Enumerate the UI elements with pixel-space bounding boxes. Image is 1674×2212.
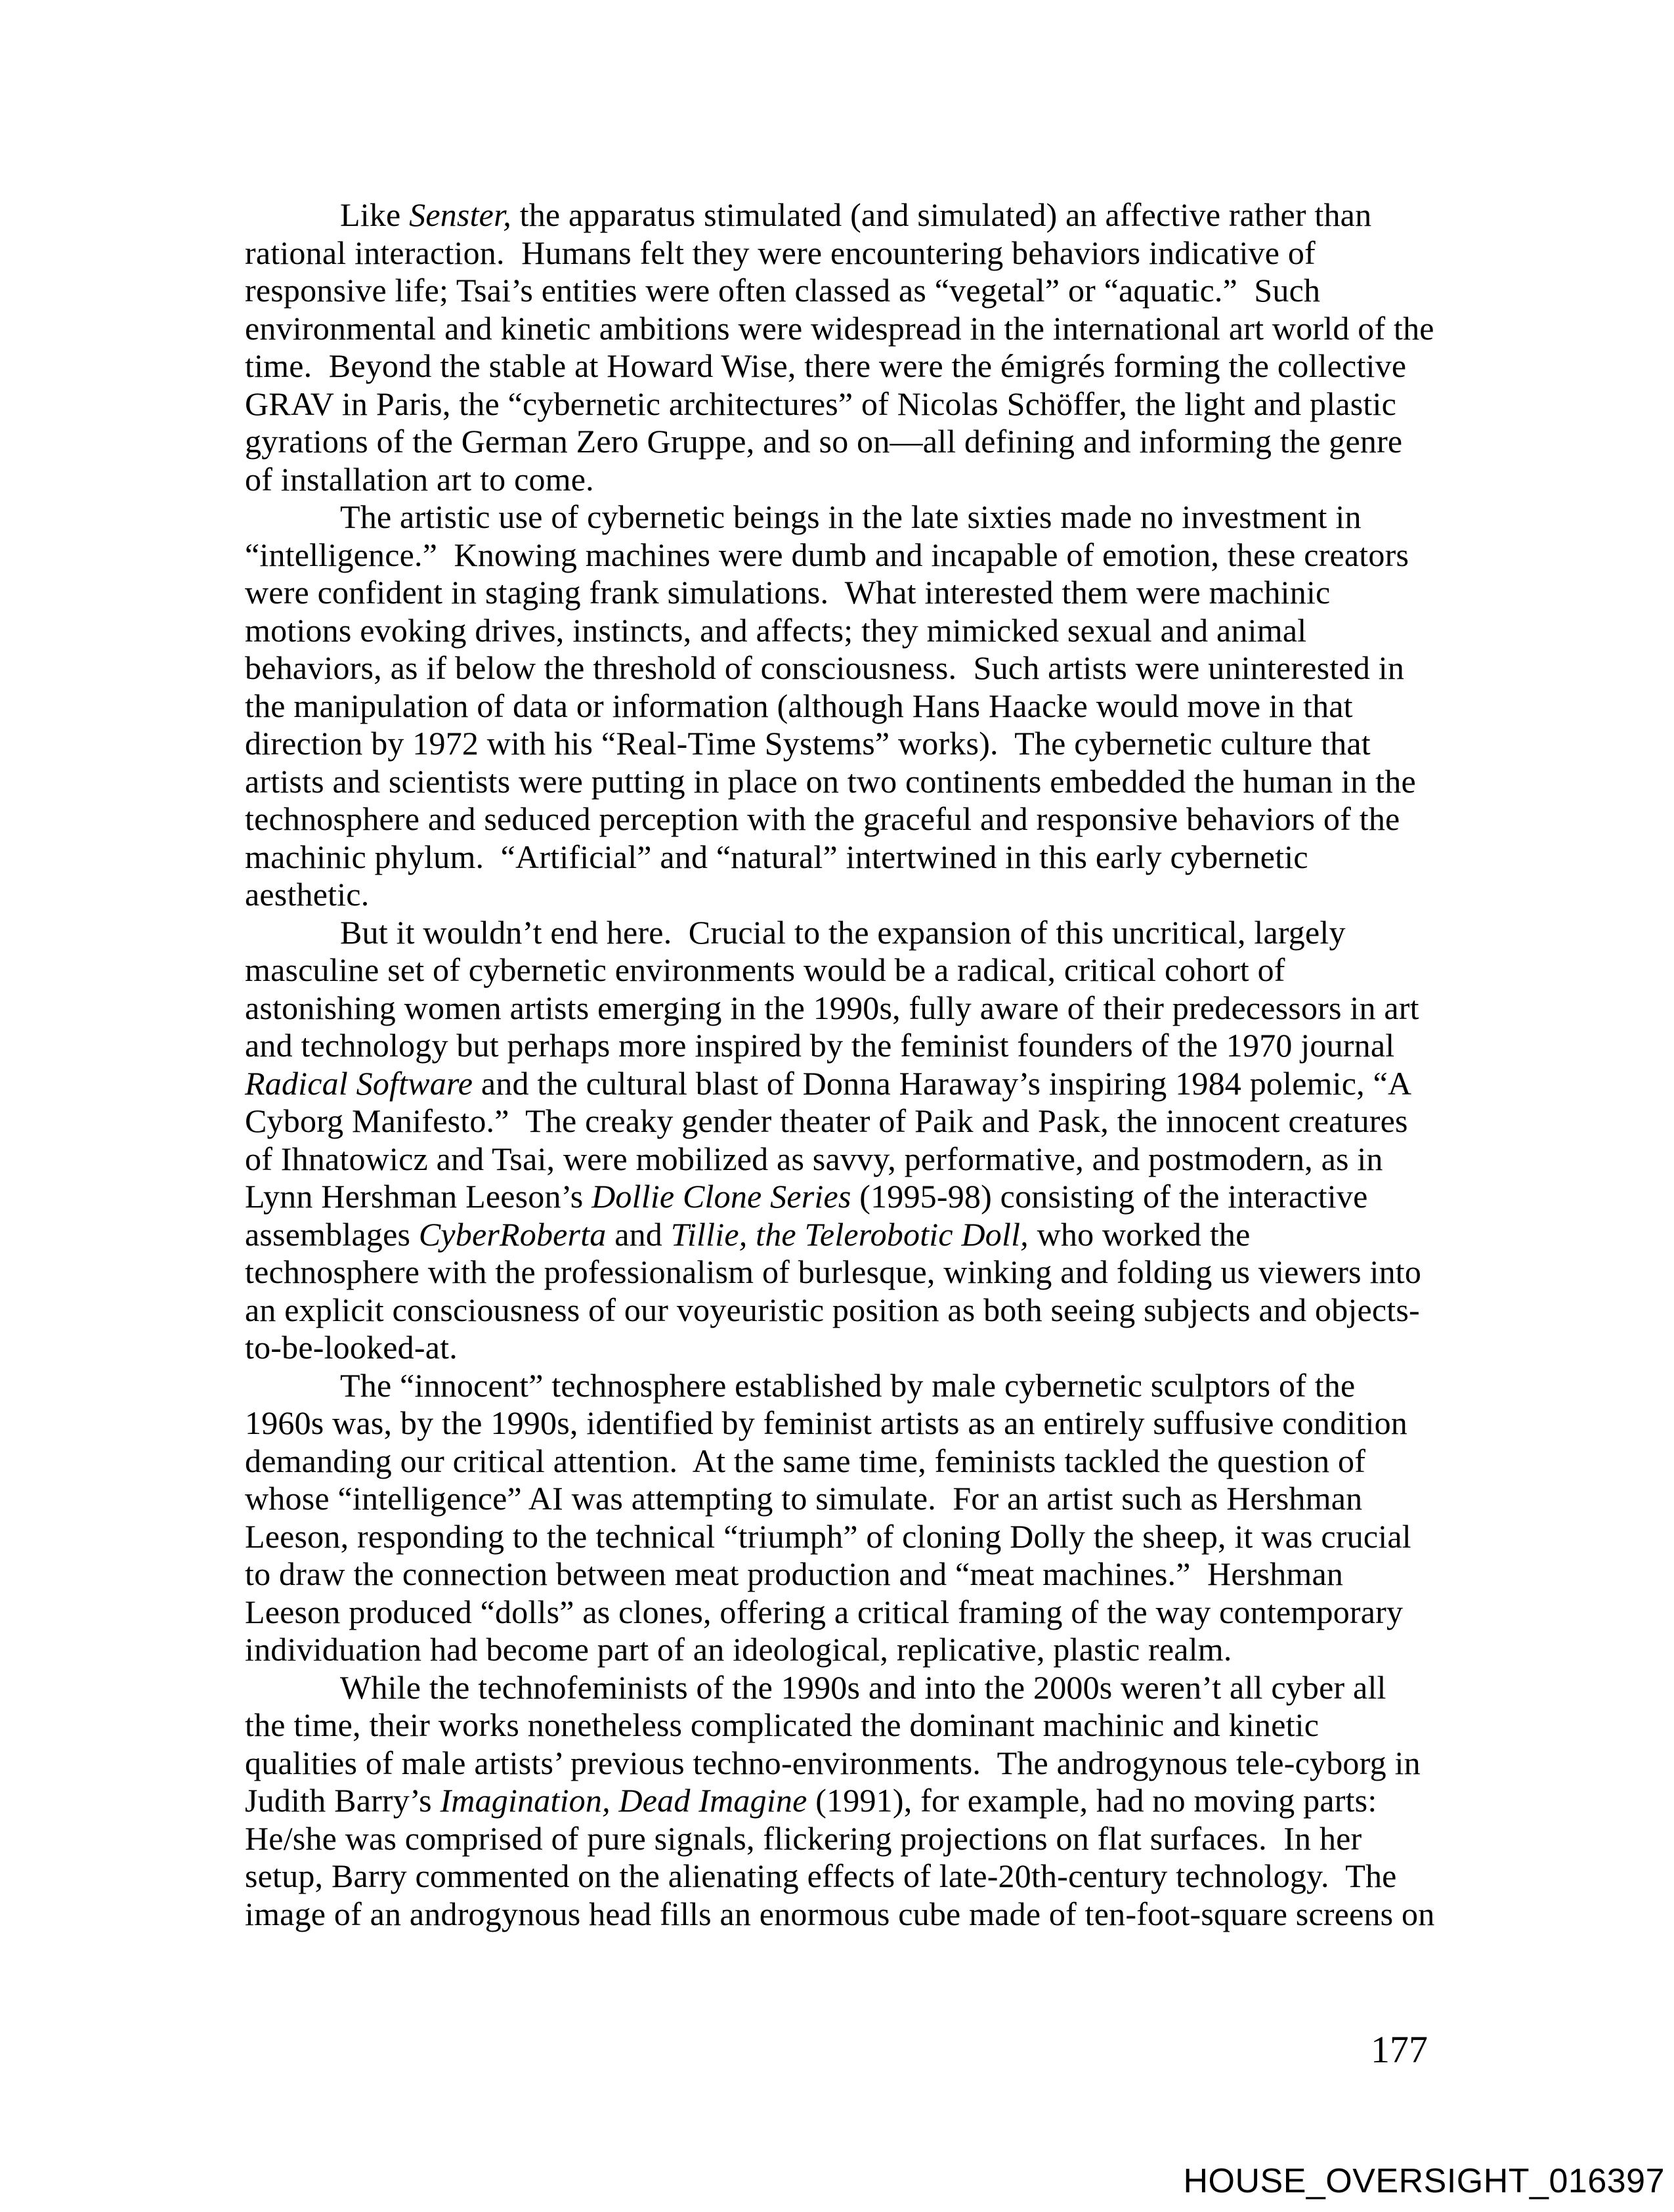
text-line: to draw the connection between meat production and “meat machines.” Hershman <box>245 1555 1344 1592</box>
text-line: assemblages CyberRoberta and Tillie, the Telerobotic Doll, who worked the <box>245 1215 1251 1253</box>
paragraph <box>245 196 1459 498</box>
text-line: Cyborg Manifesto.” The creaky gender theater of Paik and Pask, the innocent creatures <box>245 1102 1408 1139</box>
text-line: The artistic use of cybernetic beings in the late sixties made no investment in <box>340 498 1362 535</box>
text-line: He/she was comprised of pure signals, flickering projections on flat surfaces. In her <box>245 1819 1362 1857</box>
text-line: direction by 1972 with his “Real-Time Systems” works). The cybernetic culture that <box>245 725 1371 762</box>
bates-stamp: HOUSE_OVERSIGHT_016397 <box>1183 2162 1665 2200</box>
text-line: of installation art to come. <box>245 460 594 498</box>
text-line: motions evoking drives, instincts, and affects; they mimicked sexual and animal <box>245 611 1307 649</box>
text-line: of Ihnatowicz and Tsai, were mobilized as savvy, performative, and postmodern, as in <box>245 1140 1383 1177</box>
text-line: individuation had become part of an ideological, replicative, plastic realm. <box>245 1631 1232 1668</box>
text-line: Lynn Hershman Leeson’s Dollie Clone Series (1995-98) consisting of the interactive <box>245 1178 1368 1215</box>
text-line: the time, their works nonetheless complicated the dominant machinic and kinetic <box>245 1706 1320 1743</box>
text-line: Radical Software and the cultural blast of Donna Haraway’s inspiring 1984 polemic, “A <box>245 1064 1412 1102</box>
text-line: the manipulation of data or information (although Hans Haacke would move in that <box>245 687 1353 724</box>
text-line: behaviors, as if below the threshold of consciousness. Such artists were uninterested in <box>245 649 1405 686</box>
paragraph <box>245 498 1459 914</box>
text-line: an explicit consciousness of our voyeuristic position as both seeing subjects and objects- <box>245 1291 1420 1328</box>
text-line: rational interaction. Humans felt they were encountering behaviors indicative of <box>245 234 1316 271</box>
text-line: machinic phylum. “Artificial” and “natural” intertwined in this early cybernetic <box>245 838 1308 875</box>
text-line: Leeson, responding to the technical “triumph” of cloning Dolly the sheep, it was crucial <box>245 1517 1411 1555</box>
paragraph <box>245 1367 1459 1669</box>
paragraph <box>245 1669 1459 1934</box>
text-line: astonishing women artists emerging in the 1990s, fully aware of their predecessors in art <box>245 989 1419 1026</box>
text-line: artists and scientists were putting in place on two continents embedded the human in the <box>245 762 1416 800</box>
text-line: image of an androgynous head fills an enormous cube made of ten-foot-square screens on <box>245 1895 1435 1932</box>
text-line: whose “intelligence” AI was attempting to simulate. For an artist such as Hershman <box>245 1480 1363 1517</box>
paragraph <box>245 914 1459 1367</box>
text-line: Judith Barry’s Imagination, Dead Imagine (1991), for example, had no moving parts: <box>245 1782 1377 1819</box>
text-line: environmental and kinetic ambitions were widespread in the international art world of the <box>245 309 1434 347</box>
text-line: “intelligence.” Knowing machines were dumb and incapable of emotion, these creators <box>245 536 1409 573</box>
text-line: masculine set of cybernetic environments would be a radical, critical cohort of <box>245 951 1285 988</box>
text-line: But it wouldn’t end here. Crucial to the expansion of this uncritical, largely <box>340 913 1346 951</box>
text-line: While the technofeminists of the 1990s and into the 2000s weren’t all cyber all <box>340 1668 1386 1706</box>
text-line: qualities of male artists’ previous techno-environments. The androgynous tele-cyborg in <box>245 1744 1421 1781</box>
text-line: setup, Barry commented on the alienating effects of late-20th-century technology. The <box>245 1857 1397 1894</box>
text-line: and technology but perhaps more inspired by the feminist founders of the 1970 journal <box>245 1027 1395 1064</box>
text-line: 1960s was, by the 1990s, identified by feminist artists as an entirely suffusive condition <box>245 1404 1407 1441</box>
text-line: technosphere with the professionalism of burlesque, winking and folding us viewers into <box>245 1253 1422 1290</box>
text-line: demanding our critical attention. At the same time, feminists tackled the question of <box>245 1442 1366 1479</box>
text-line: responsive life; Tsai’s entities were often classed as “vegetal” or “aquatic.” Such <box>245 272 1321 309</box>
text-line: Leeson produced “dolls” as clones, offering a critical framing of the way contemporary <box>245 1593 1404 1630</box>
text-line: GRAV in Paris, the “cybernetic architectures” of Nicolas Schöffer, the light and plastic <box>245 385 1396 422</box>
text-line: gyrations of the German Zero Gruppe, and so on—all defining and informing the genre <box>245 423 1403 460</box>
text-line: aesthetic. <box>245 876 370 913</box>
page-number: 177 <box>1371 2028 1428 2071</box>
text-line: The “innocent” technosphere established by male cybernetic sculptors of the <box>340 1366 1356 1404</box>
text-block <box>245 196 1459 1933</box>
text-line: technosphere and seduced perception with the graceful and responsive behaviors of the <box>245 800 1400 837</box>
text-line: Like Senster, the apparatus stimulated (and simulated) an affective rather than <box>340 196 1372 233</box>
text-line: were confident in staging frank simulations. What interested them were machinic <box>245 574 1331 611</box>
text-line: time. Beyond the stable at Howard Wise, there were the émigrés forming the collective <box>245 347 1407 384</box>
text-line: to-be-looked-at. <box>245 1329 458 1366</box>
